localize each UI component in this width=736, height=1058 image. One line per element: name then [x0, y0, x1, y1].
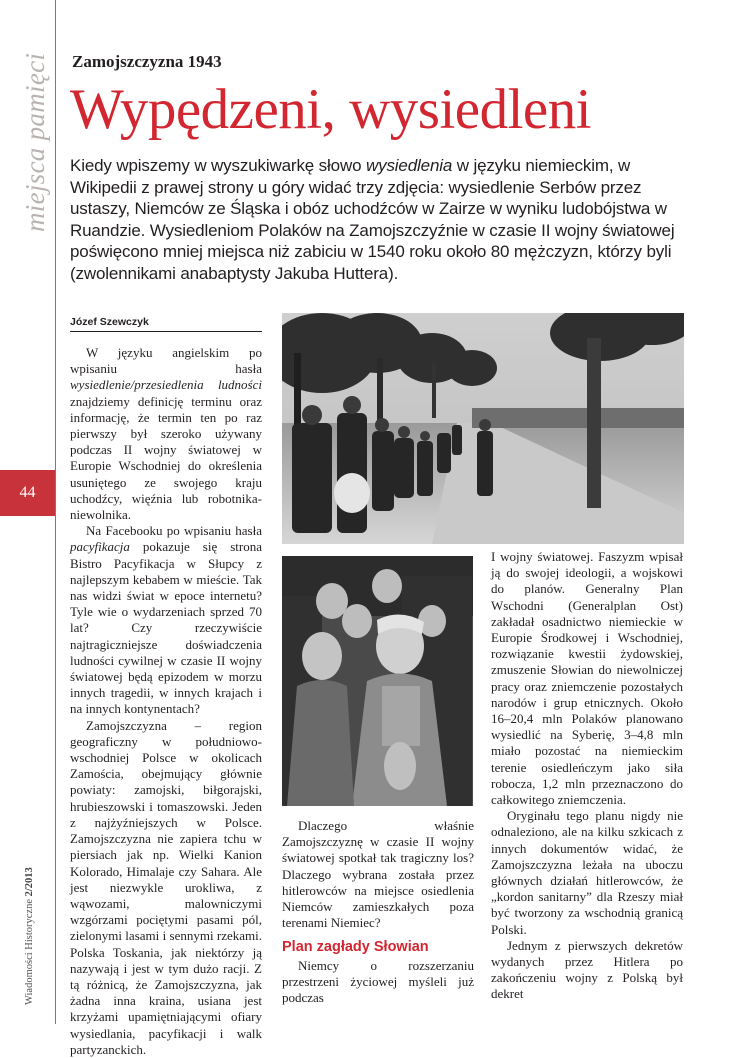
photo-children	[282, 556, 473, 806]
paragraph: Jednym z pierwszych dekretów wydanych przez Hitlera po zakończeniu wojny z Polską był dekret	[491, 937, 683, 1002]
section-label: miejsca pamięci	[20, 52, 50, 232]
photo-deportation-column	[282, 313, 684, 544]
paragraph-emphasis: pacyfikacja	[70, 539, 130, 555]
byline-rule	[70, 331, 262, 332]
lead-text-end: w języku niemieckim, w Wikipedii z prawej strony u góry widać trzy zdjęcia: wysiedlenie Serbów przez ustaszy, Niemców ze Śląska i obóz uchodźców w Zairze w wyniku ludobójstwa w Ruandzie. Wysiedleniom Polaków na Zamojszczyźnie w czasie II wojny światowej poświęcono mniej miejsca niż zabiciu w 1540 roku około 80 mężczyzn, którzy byli (zwolennikami anabaptysty Jakuba Huttera).	[70, 156, 675, 283]
paragraph-text: W języku angielskim po wpisaniu hasła	[70, 345, 262, 377]
paragraph-text: Na Facebooku po wpisaniu hasła	[86, 523, 262, 539]
paragraph: Niemcy o rozszerzaniu przestrzeni życiowej myśleli już podczas	[282, 957, 474, 1006]
section-subheading: Plan zagłady Słowian	[282, 939, 429, 956]
paragraph-text: pokazuje się strona Bistro Pacyfikacja w Słupcy z najlepszym kebabem w mieście. Tak nas widzi świat w epoce internetu? Tyle wie o wydarzeniach sprzed 70 lat? Czy rzeczywiście najtragiczniejsze doświadczenia ludności cywilnej w czasie II wojny światowej będą epizodem w morzu innych tragedii, w innych krajach i na innych kontynentach?	[70, 539, 262, 717]
author-byline: Józef Szewczyk	[70, 316, 149, 328]
paragraph	[70, 345, 262, 523]
paragraph-emphasis: wysiedlenie/przesiedlenia ludności	[70, 377, 262, 393]
paragraph: Dlaczego właśnie Zamojszczyznę w czasie II wojny światowej spotkał tak tragiczny los? Dlaczego wybrana została przez hitlerowców na miejsce osiedlenia Niemców zamieszkałych poza terenami Niemiec?	[282, 818, 474, 931]
margin-divider	[55, 0, 56, 1024]
lead-emphasis: wysiedlenia	[365, 156, 453, 175]
page-number-text: 44	[19, 484, 36, 501]
body-column-1	[70, 345, 262, 1058]
paragraph: Zamojszczyzna – region geograficzny w południowo-wschodniej Polsce w okolicach Zamościa, obejmujący głównie powiaty: zamojski, biłgorajski, hrubieszowski i tomaszowski. Jeden z najżyźniejszych w Polsce. Zamojszczyzna nie zapiera tchu w piersiach jak np. Wielki Kanion Kolorado, Himalaje czy Sahara. Ale jest niezwykle urokliwa, z wąwozami, malowniczymi wzgórzami pociętymi pasami pól, zielonymi lasami i sennymi rzekami. Polska Toskania, jak niektórzy ją nazywają i jest w tym dużo racji. Z tą różnicą, że Zamojszczyzna, jak żadna inna kraina, usiana jest krzyżami upamiętniającymi ofiary wysiedlania, pacyfikacji i walk partyzanckich.	[70, 717, 262, 1057]
article-title: Wypędzeni, wysiedleni	[70, 78, 592, 141]
paragraph-text: znajdziemy definicję terminu oraz informację, że termin ten po raz pierwszy był szeroko używany podczas II wojny światowej w Europie Wschodniej do określenia usuniętego ze swojego kraju uchodźcy, więźnia lub robotnika-niewolnika.	[70, 393, 262, 523]
article-kicker: Zamojszczyzna 1943	[72, 52, 222, 71]
journal-issue: 2/2013	[24, 867, 35, 897]
journal-footer	[24, 815, 38, 1005]
journal-name: Wiadomości Historyczne	[24, 898, 35, 1005]
lead-text-start: Kiedy wpiszemy w wyszukiwarkę słowo	[70, 156, 366, 175]
paragraph	[70, 523, 262, 717]
body-column-3	[491, 549, 683, 1003]
page-number	[0, 470, 55, 516]
paragraph: I wojny światowej. Faszyzm wpisał ją do swojej ideologii, a wojskowi do planów. Generalny Plan Wschodni (Generalplan Ost) zakładał osadnictwo niemieckie w Europie Środkowej i Wschodniej, rozwiązanie kwestii żydowskiej, zmuszenie Słowian do niewolniczej pracy oraz zniemczenie pozostałych narodów i grup etnicznych. Około 16–20,4 mln Polaków planowano wysiedlić na Syberię, 3–4,8 mln miało pozostać na niemieckim terenie osiedleńczym jako siła robocza, 1,2 mln przeznaczono do całkowitego zniemczenia.	[491, 549, 683, 808]
body-column-2	[282, 818, 474, 1006]
paragraph: Oryginału tego planu nigdy nie odnaleziono, ale na kilku szkicach z innych dokumentów widać, że Zamojszczyzna leżała na uboczu głównych działań hitlerowców, że „kordon sanitarny” dla Rzeszy miał być tworzony za wschodnią granicą Polski.	[491, 808, 683, 937]
article-lead	[70, 155, 688, 285]
